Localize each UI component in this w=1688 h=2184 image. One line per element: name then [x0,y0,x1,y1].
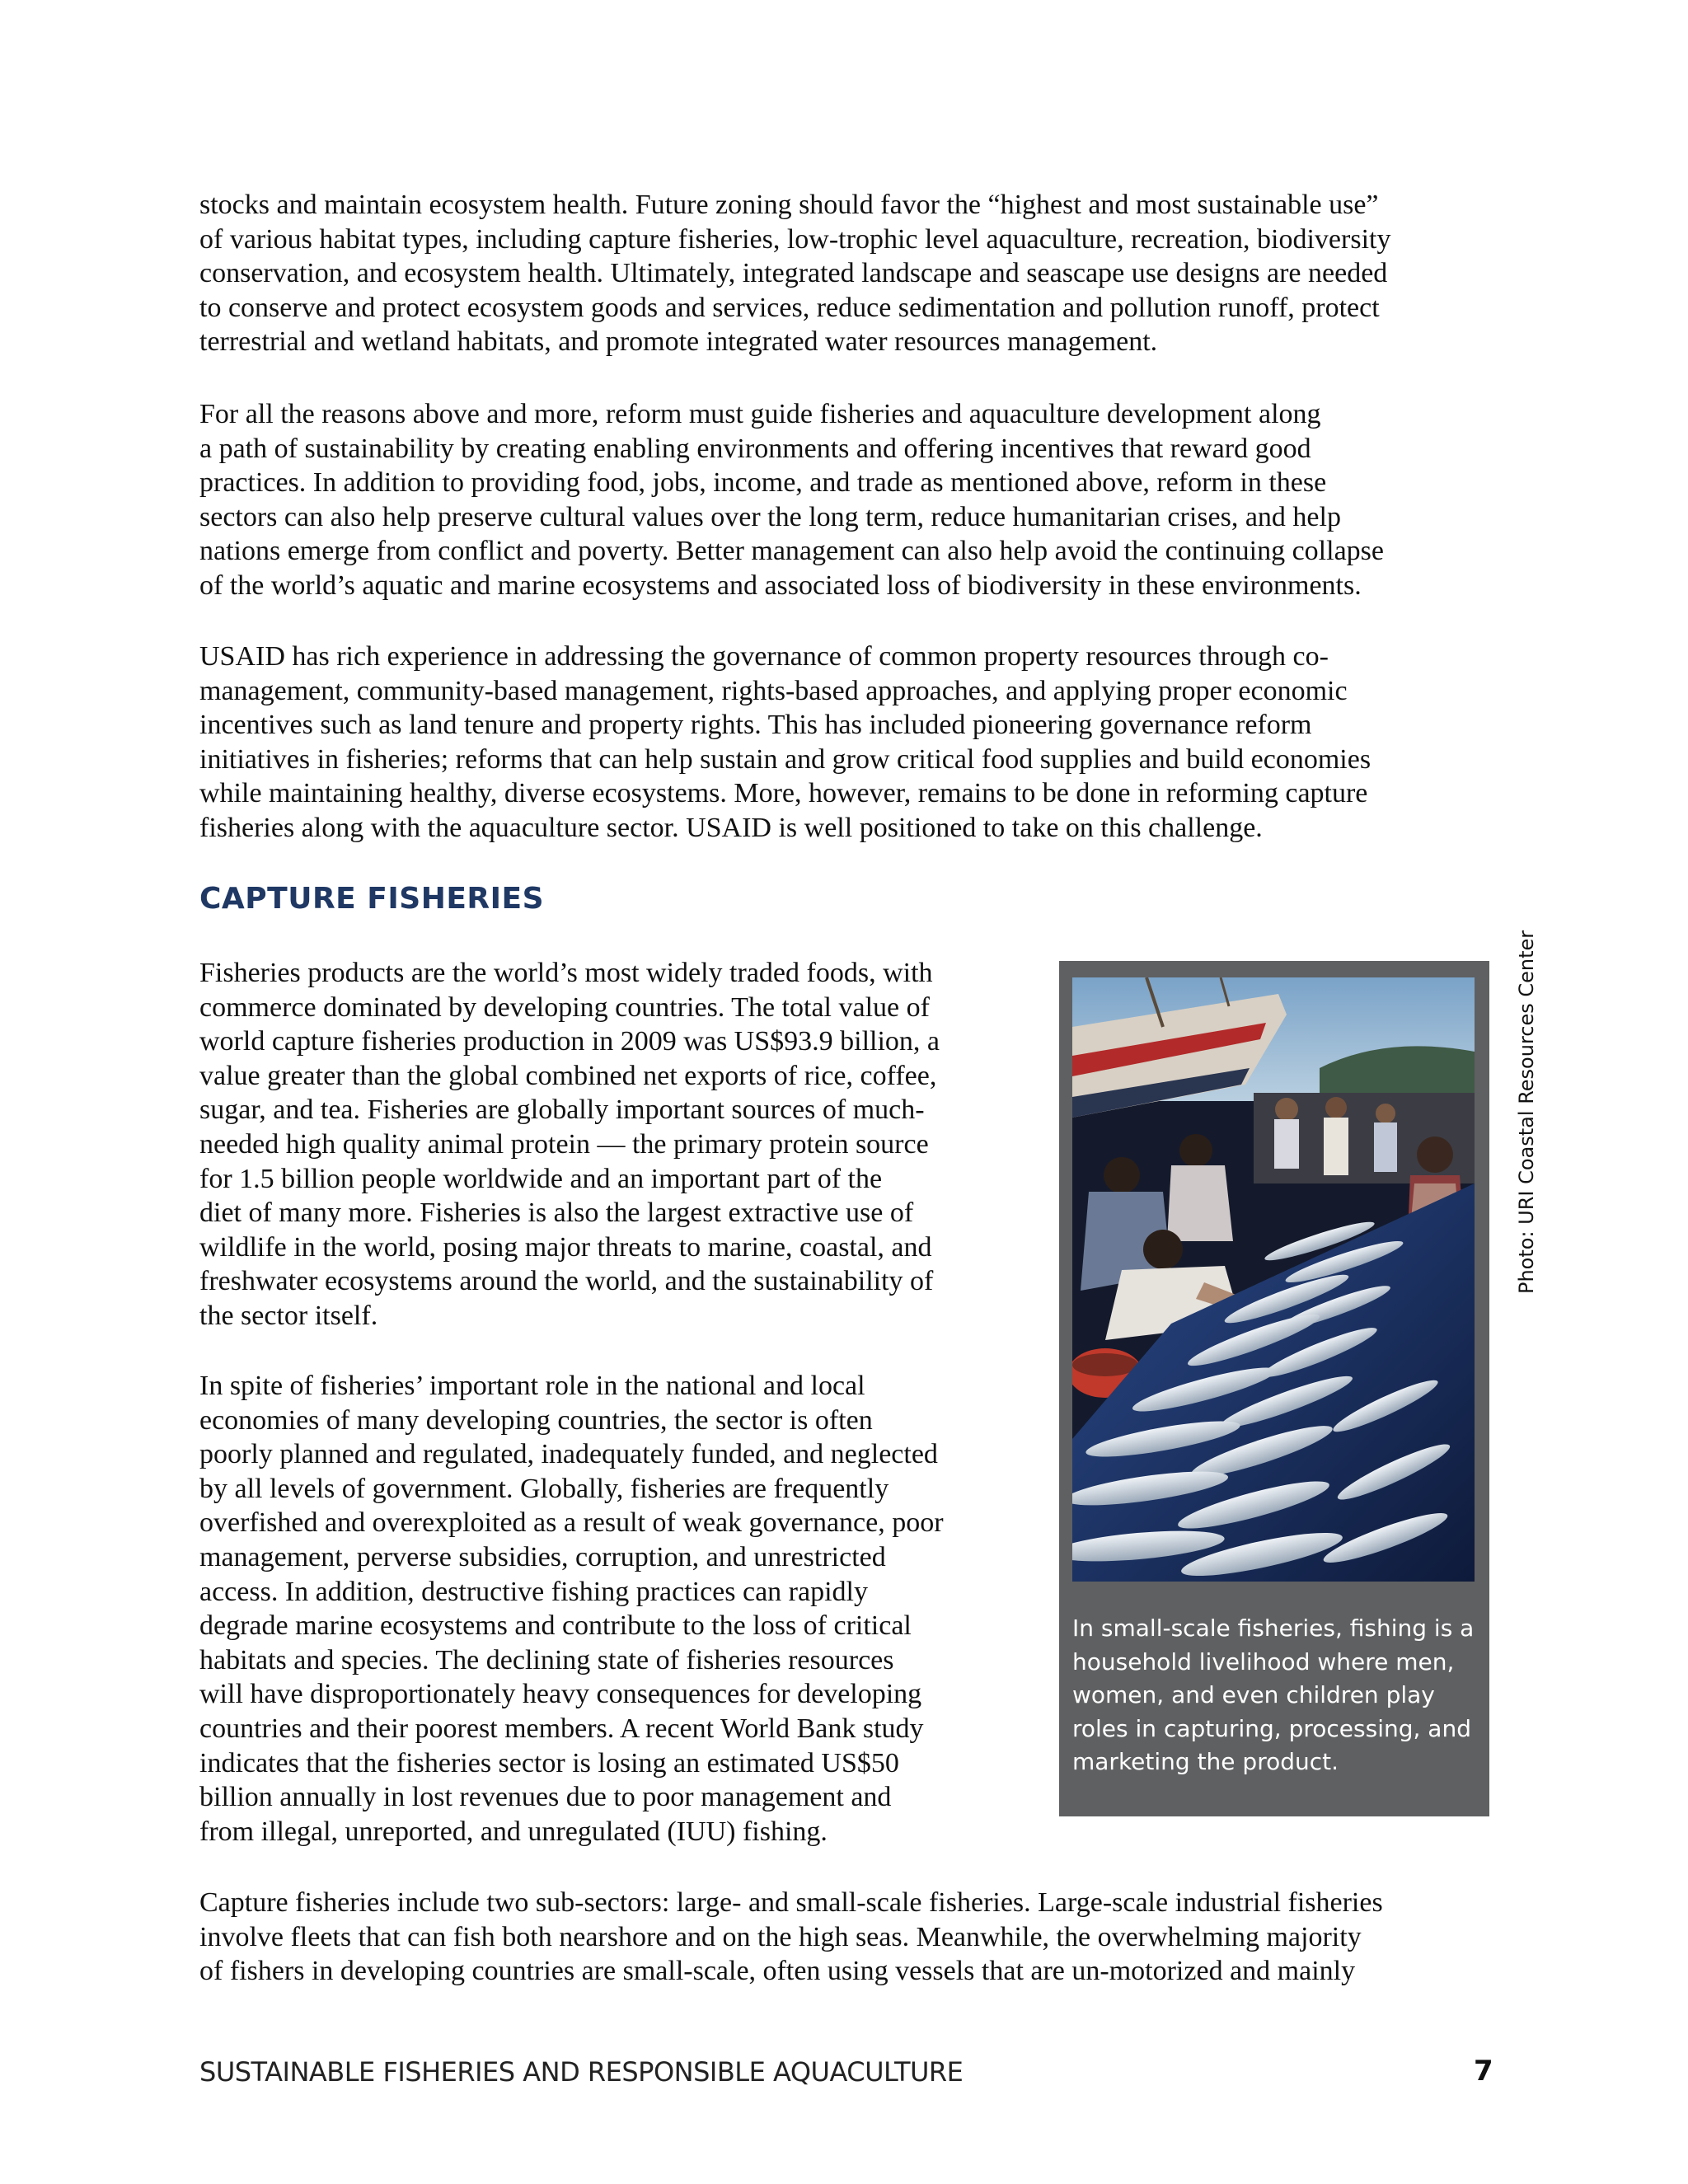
text-line: nations emerge from conflict and poverty. Better management can also help avoid the continuing collapse [199,536,1384,567]
text-line: terrestrial and wetland habitats, and promote integrated water resources management. [199,326,1158,358]
body-paragraph [199,956,940,1333]
text-line: poorly planned and regulated, inadequately funded, and neglected [199,1439,938,1470]
text-line: stocks and maintain ecosystem health. Future zoning should favor the “highest and most sustainable use” [199,190,1379,220]
text-line: sectors can also help preserve cultural values over the long term, reduce humanitarian crises, and help [199,501,1341,532]
text-line: initiatives in fisheries; reforms that can help sustain and grow critical food supplies and build economies [199,743,1372,775]
body-paragraph [199,188,1390,359]
figure-box [1059,961,1489,1816]
text-line: by all levels of government. Globally, fisheries are frequently [199,1473,889,1504]
text-line: value greater than the global combined net exports of rice, coffee, [199,1060,937,1091]
text-line: sugar, and tea. Fisheries are globally important sources of much- [199,1094,925,1126]
text-line: a path of sustainability by creating enabling environments and offering incentives that reward good [199,433,1311,464]
text-line: from illegal, unreported, and unregulated (IUU) fishing. [199,1816,828,1847]
section-heading: CAPTURE FISHERIES [199,882,545,916]
caption-line: marketing the product. [1072,1748,1339,1775]
text-line: involve fleets that can fish both nearshore and on the high seas. Meanwhile, the overwhelming majority [199,1921,1362,1952]
text-line: of the world’s aquatic and marine ecosystems and associated loss of biodiversity in these environments. [199,569,1362,601]
text-line: degrade marine ecosystems and contribute to the loss of critical [199,1610,912,1642]
caption-line: In small-scale fisheries, fishing is a [1072,1615,1475,1642]
text-line: countries and their poorest members. A recent World Bank study [199,1713,924,1744]
text-line: fisheries along with the aquaculture sector. USAID is well positioned to take on this challenge. [199,812,1263,843]
body-paragraph [199,397,1384,603]
text-line: overfished and overexploited as a result of weak governance, poor [199,1507,944,1539]
text-line: USAID has rich experience in addressing the governance of common property resources through co- [199,641,1329,672]
text-line: economies of many developing countries, the sector is often [199,1404,873,1436]
text-line: needed high quality animal protein — the primary protein source [199,1128,929,1160]
text-line: practices. In addition to providing food, jobs, income, and trade as mentioned above, reform in these [199,467,1327,499]
caption-line: household livelihood where men, [1072,1647,1455,1675]
footer-title: SUSTAINABLE FISHERIES AND RESPONSIBLE AQUACULTURE [199,2056,964,2088]
text-line: of fishers in developing countries are small-scale, often using vessels that are un-motorized and mainly [199,1956,1356,1987]
text-line: management, community-based management, rights-based approaches, and applying proper economic [199,675,1348,706]
caption-line: roles in capturing, processing, and [1072,1714,1471,1742]
text-line: For all the reasons above and more, reform must guide fisheries and aquaculture development along [199,399,1321,429]
fish-market-photo [1072,977,1475,1582]
caption-line: women, and even children play [1072,1681,1435,1708]
body-paragraph [199,1369,944,1849]
text-line: for 1.5 billion people worldwide and an important part of the [199,1163,883,1194]
photo-credit: Photo: URI Coastal Resources Center [1515,930,1538,1294]
text-line: of various habitat types, including capture fisheries, low-trophic level aquaculture, recreation, biodiversity [199,223,1391,255]
text-line: management, perverse subsidies, corruption, and unrestricted [199,1541,886,1572]
text-line: will have disproportionately heavy consequences for developing [199,1679,922,1710]
text-line: Fisheries products are the world’s most widely traded foods, with [199,958,933,988]
text-line: while maintaining healthy, diverse ecosystems. More, however, remains to be done in reforming capture [199,778,1368,809]
text-line: billion annually in lost revenues due to poor management and [199,1782,892,1813]
text-line: indicates that the fisheries sector is losing an estimated US$50 [199,1747,899,1779]
text-line: diet of many more. Fisheries is also the largest extractive use of [199,1197,914,1229]
text-line: incentives such as land tenure and property rights. This has included pioneering governance reform [199,710,1312,741]
page-number: 7 [1474,2055,1493,2088]
text-line: the sector itself. [199,1300,378,1331]
text-line: access. In addition, destructive fishing practices can rapidly [199,1576,868,1607]
fish-market-illustration [1072,977,1475,1582]
text-line: to conserve and protect ecosystem goods and services, reduce sedimentation and pollution runoff, protect [199,292,1380,323]
body-paragraph [199,1886,1383,1989]
text-line: Capture fisheries include two sub-sectors: large- and small-scale fisheries. Large-scale industrial fisheries [199,1887,1383,1918]
text-line: wildlife in the world, posing major threats to marine, coastal, and [199,1231,932,1263]
text-line: In spite of fisheries’ important role in the national and local [199,1371,865,1401]
text-line: habitats and species. The declining state of fisheries resources [199,1644,894,1675]
text-line: commerce dominated by developing countries. The total value of [199,991,930,1023]
text-line: conservation, and ecosystem health. Ultimately, integrated landscape and seascape use designs are needed [199,258,1388,289]
text-line: freshwater ecosystems around the world, and the sustainability of [199,1266,934,1297]
figure-caption [1072,1612,1475,1779]
text-line: world capture fisheries production in 2009 was US$93.9 billion, a [199,1026,940,1057]
body-paragraph [199,640,1371,846]
